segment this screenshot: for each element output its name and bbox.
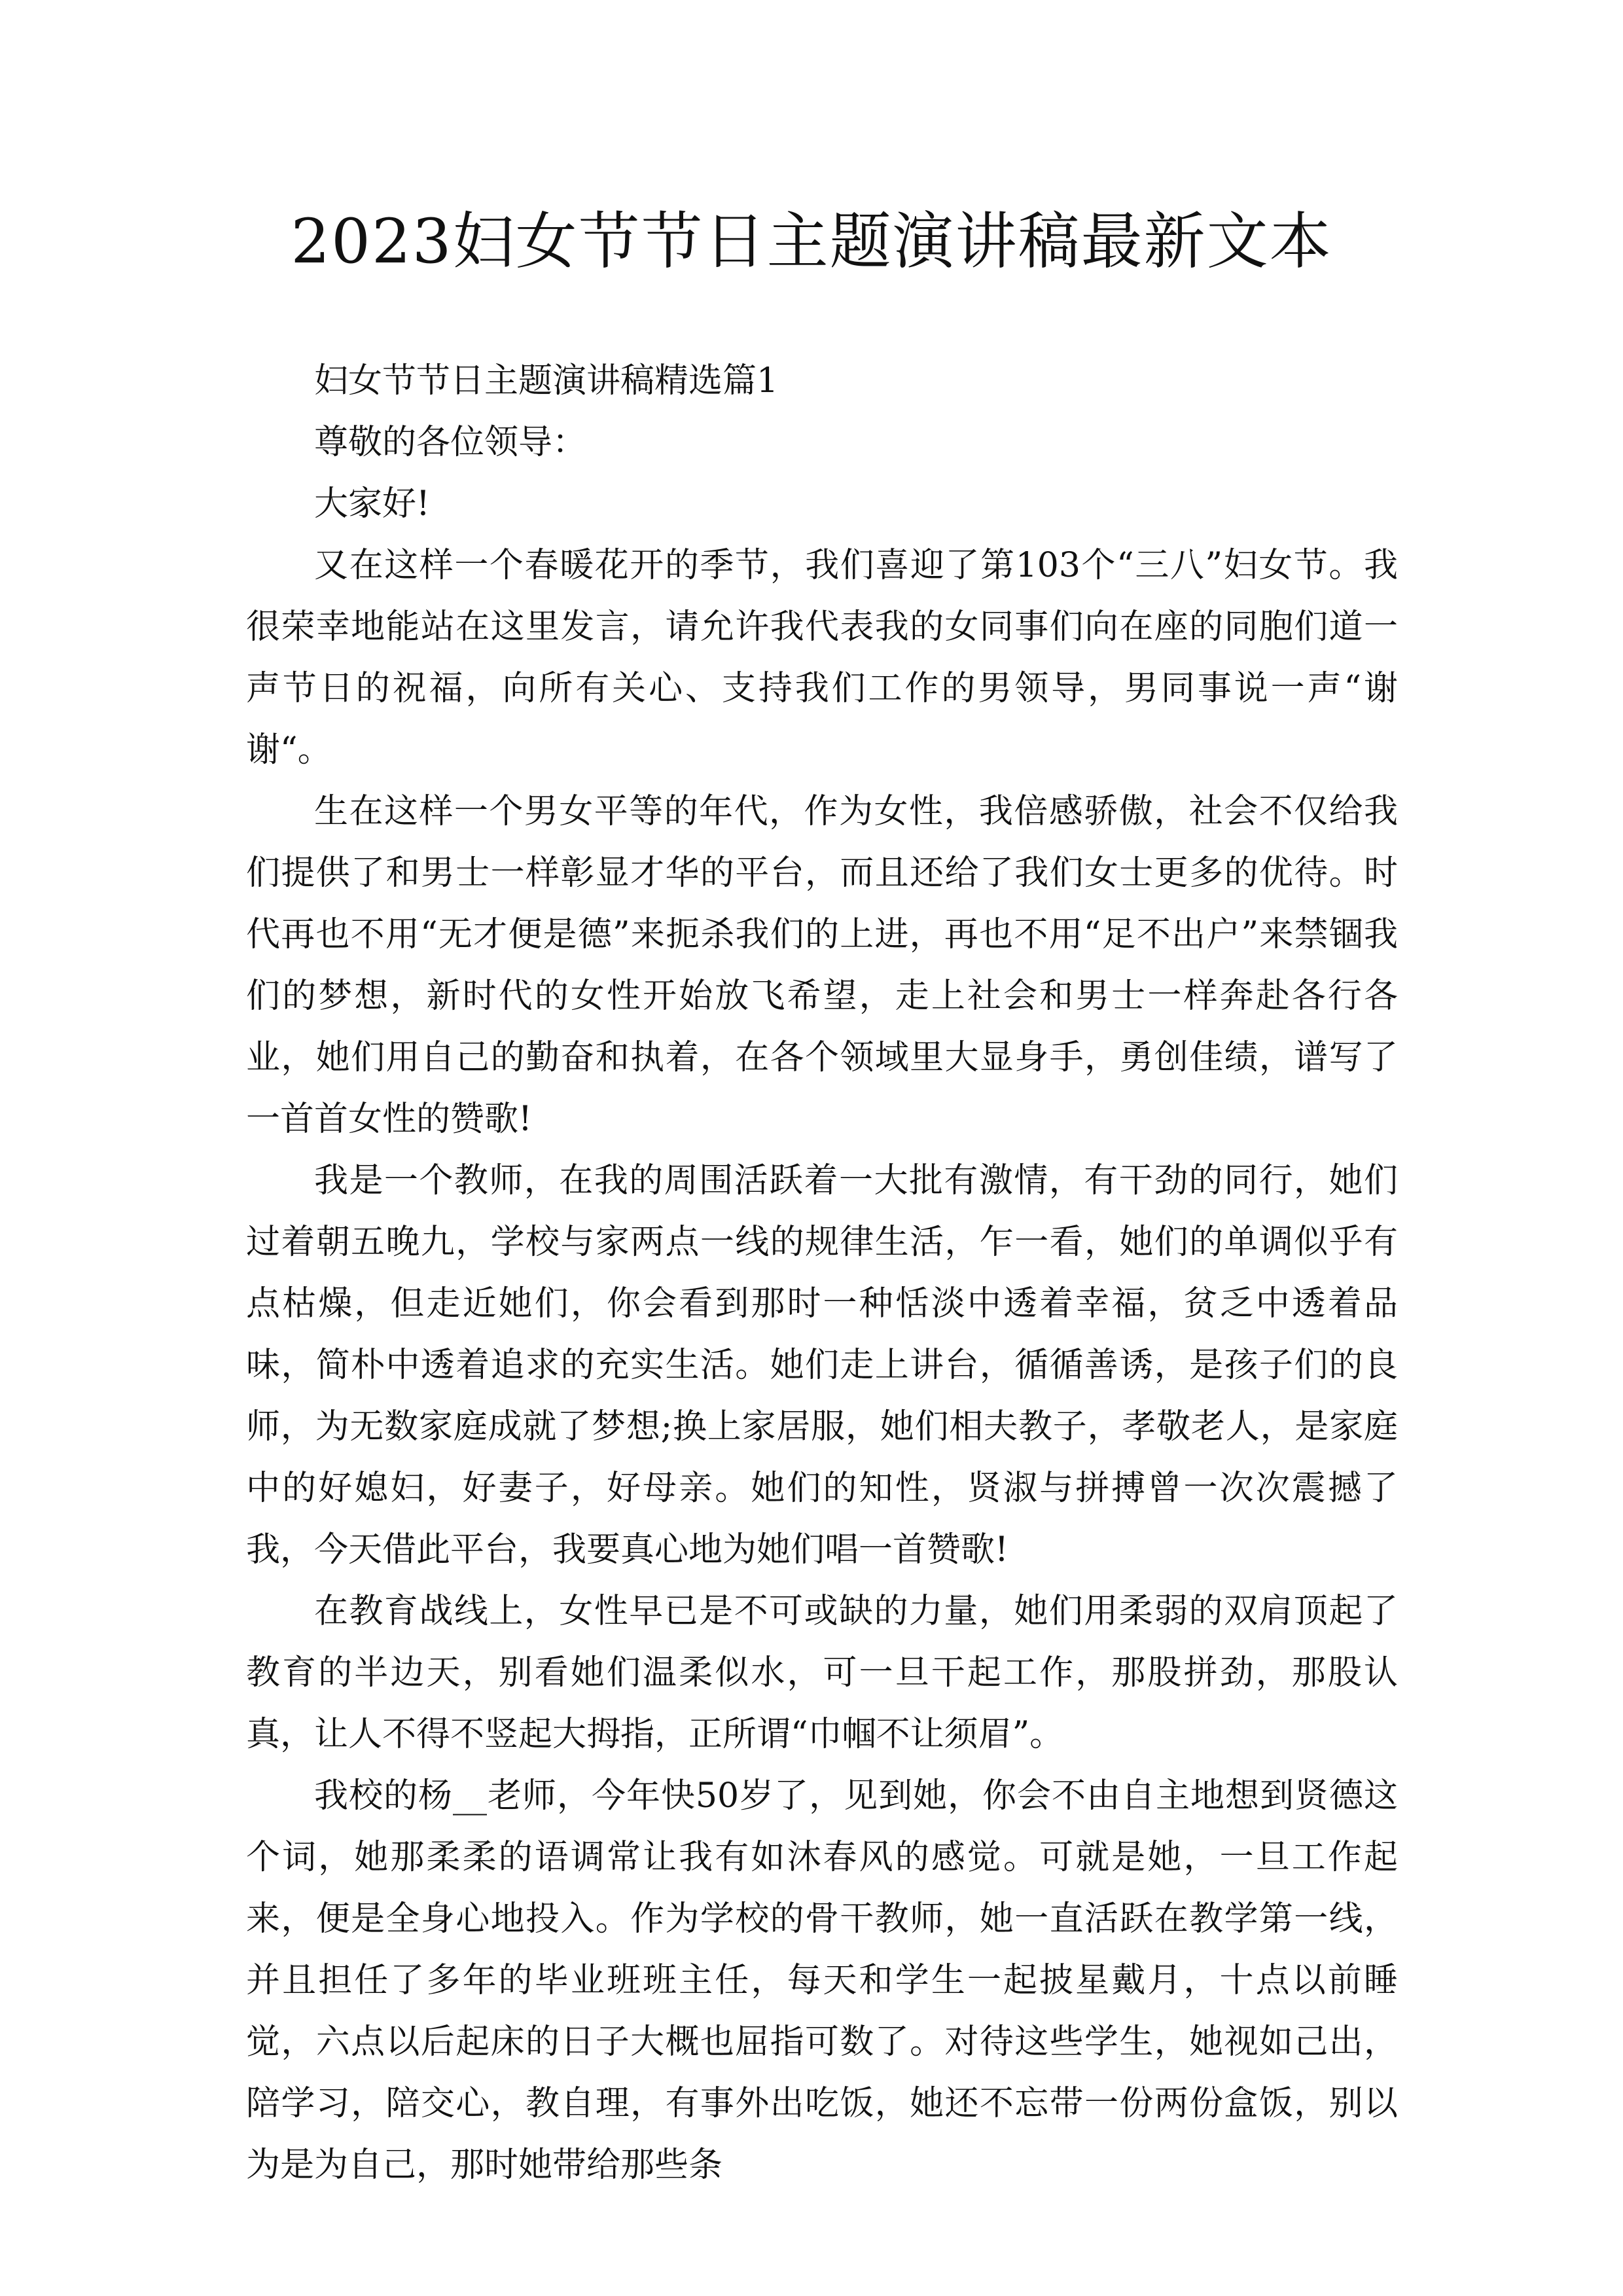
paragraph: 在教育战线上，女性早已是不可或缺的力量，她们用柔弱的双肩顶起了教育的半边天，别看她们温柔似水，可一旦干起工作，那股拼劲，那股认真，让人不得不竖起大拇指，正所谓“巾帼不让须眉”。: [246, 1592, 1398, 1754]
paragraph: 我是一个教师，在我的周围活跃着一大批有激情，有干劲的同行，她们过着朝五晚九，学校与家两点一线的规律生活，乍一看，她们的单调似乎有点枯燥，但走近她们，你会看到那时一种恬淡中透着幸福，贫乏中透着品味，简朴中透着追求的充实生活。她们走上讲台，循循善诱，是孩子们的良师，为无数家庭成就了梦想;换上家居服，她们相夫教子，孝敬老人，是家庭中的好媳妇，好妻子，好母亲。她们的知性，贤淑与拼搏曾一次次震撼了我，今天借此平台，我要真心地为她们唱一首赞歌!: [246, 1161, 1398, 1570]
paragraph: 我校的杨__老师，今年快50岁了，见到她，你会不由自主地想到贤德这个词，她那柔柔的语调常让我有如沐春风的感觉。可就是她，一旦工作起来，便是全身心地投入。作为学校的骨干教师，她一直活跃在教学第一线，并且担任了多年的毕业班班主任，每天和学生一起披星戴月，十点以前睡觉，六点以后起床的日子大概也屈指可数了。对待这些学生，她视如己出，陪学习，陪交心，教自理，有事外出吃饭，她还不忘带一份两份盒饭，别以为是为自己，那时她带给那些条: [246, 1776, 1398, 2185]
paragraph: 又在这样一个春暖花开的季节，我们喜迎了第103个“三八”妇女节。我很荣幸地能站在这里发言，请允许我代表我的女同事们向在座的同胞们道一声节日的祝福，向所有关心、支持我们工作的男领导，男同事说一声“谢谢“。: [246, 546, 1398, 770]
paragraph: 生在这样一个男女平等的年代，作为女性，我倍感骄傲，社会不仅给我们提供了和男士一样彰显才华的平台，而且还给了我们女士更多的优待。时代再也不用“无才便是德”来扼杀我们的上进，再也不用“足不出户”来禁锢我们的梦想，新时代的女性开始放飞希望，走上社会和男士一样奔赴各行各业，她们用自己的勤奋和执着，在各个领域里大显身手，勇创佳绩，谱写了一首首女性的赞歌!: [246, 792, 1398, 1139]
paragraph-salutation: 尊敬的各位领导：: [314, 423, 587, 462]
paragraph-greeting: 大家好!: [314, 484, 430, 524]
document-title: 2023妇女节节日主题演讲稿最新文本: [291, 206, 1332, 278]
document-body: [246, 350, 1398, 2196]
paragraph-subheading: 妇女节节日主题演讲稿精选篇1: [314, 361, 779, 401]
